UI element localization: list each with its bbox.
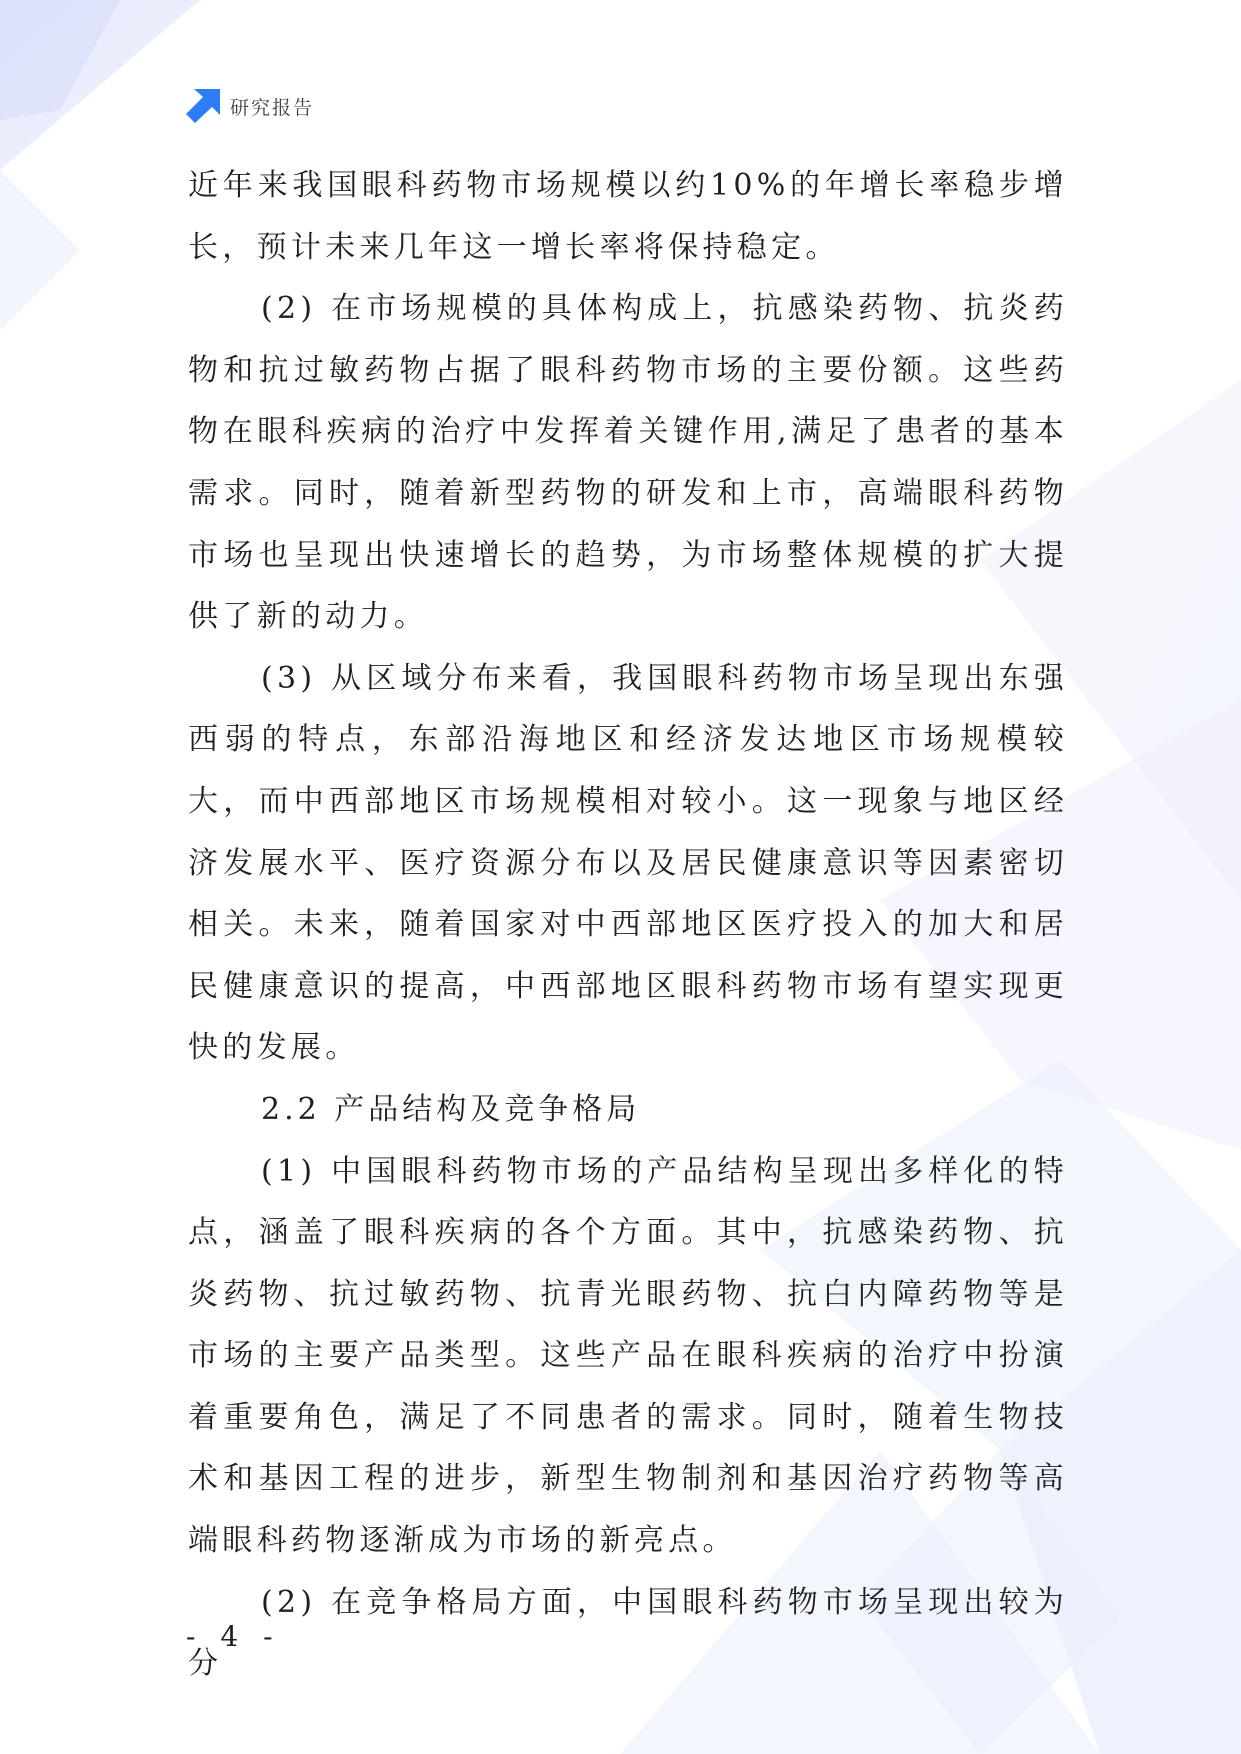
section-heading: 2.2 产品结构及竞争格局 [261, 1091, 641, 1127]
paragraph-product-structure: (1) 中国眼科药物市场的产品结构呈现出多样化的特点，涵盖了眼科疾病的各个方面。其中，抗感染药物、抗炎药物、抗过敏药物、抗青光眼药物、抗白内障药物等是市场的主要产品类型。这些产品在眼科疾病的治疗中扮演着重要角色，满足了不同患者的需求。同时，随着生物技术和基因工程的进步，新型生物制剂和基因治疗药物等高端眼科药物逐渐成为市场的新亮点。 [188, 1153, 1068, 1559]
page-number: - 4 - [186, 1620, 281, 1653]
report-header [186, 88, 314, 124]
document-body [188, 155, 1068, 1695]
paragraph-market-composition: (2) 在市场规模的具体构成上，抗感染药物、抗炎药物和抗过敏药物占据了眼科药物市场的主要份额。这些药物在眼科疾病的治疗中发挥着关键作用,满足了患者的基本需求。同时，随着新型药物的研发和上市，高端眼科药物市场也呈现出快速增长的趋势，为市场整体规模的扩大提供了新的动力。 [188, 291, 1068, 635]
paragraph-regional-distribution: (3) 从区域分布来看，我国眼科药物市场呈现出东强西弱的特点，东部沿海地区和经济发达地区市场规模较大，而中西部地区市场规模相对较小。这一现象与地区经济发展水平、医疗资源分布以及居民健康意识等因素密切相关。未来，随着国家对中西部地区医疗投入的加大和居民健康意识的提高，中西部地区眼科药物市场有望实现更快的发展。 [188, 660, 1068, 1066]
header-title: 研究报告 [230, 96, 315, 119]
paragraph-continuation: 近年来我国眼科药物市场规模以约10%的年增长率稳步增长，预计未来几年这一增长率将保持稳定。 [188, 168, 1068, 265]
paragraph-competition: (2) 在竞争格局方面，中国眼科药物市场呈现出较为分 [188, 1584, 1068, 1682]
arrow-up-right-icon [186, 89, 220, 123]
